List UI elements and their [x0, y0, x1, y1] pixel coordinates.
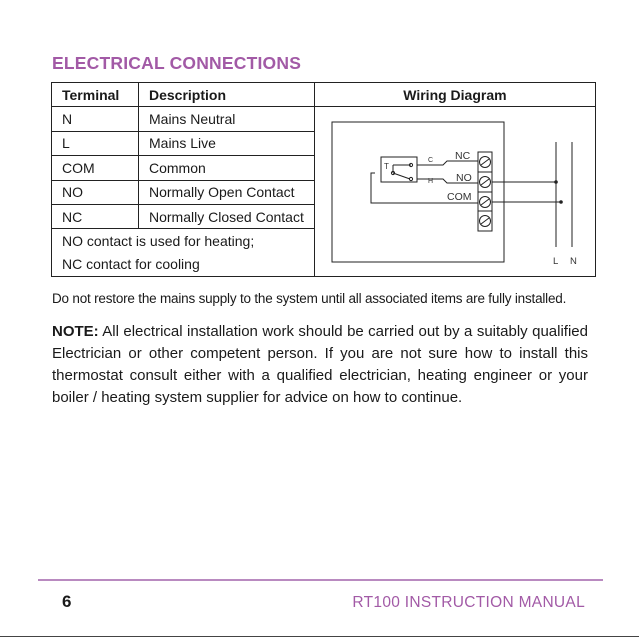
note-text: All electrical installation work should be carried out by a suitably qualified Electrician or other competent person. If you are not sure how to install this thermostat consult either with a qualified electrician, heating engineer or your boiler / heating system supplier for advice on how to continue.: [52, 323, 588, 406]
bottom-border: [0, 636, 639, 637]
terminal-label-no: NO: [455, 172, 472, 185]
installation-warning: Do not restore the mains supply to the system until all associated items are fully installed.: [52, 291, 567, 306]
description-cell: Normally Open Contact: [139, 180, 315, 204]
description-cell: Mains Live: [139, 131, 315, 155]
switch-label-h: H: [427, 178, 433, 186]
table-row: [52, 107, 596, 131]
description-cell: Mains Neutral: [139, 107, 315, 131]
terminal-label-nc: NC: [454, 150, 471, 163]
switch-label-t: T: [383, 162, 389, 172]
terminal-cell: L: [52, 131, 139, 155]
note-line-cooling: NC contact for cooling: [62, 255, 200, 272]
table-header-row: [52, 83, 596, 107]
header-terminal: Terminal: [52, 83, 139, 107]
header-description: Description: [139, 83, 315, 107]
manual-title: RT100 INSTRUCTION MANUAL: [352, 594, 585, 611]
terminal-label-com: COM: [446, 191, 472, 204]
header-wiring-diagram: Wiring Diagram: [314, 83, 595, 107]
wiring-diagram: [315, 107, 601, 277]
page-number: 6: [62, 592, 72, 611]
note-line-heating: NO contact is used for heating;: [62, 232, 255, 249]
mains-label-n: N: [569, 256, 577, 268]
terminal-cell: N: [52, 107, 139, 131]
section-title: ELECTRICAL CONNECTIONS: [52, 53, 302, 73]
mains-label-l: L: [552, 256, 559, 268]
note-paragraph: [52, 321, 588, 409]
contact-usage-note: [52, 229, 315, 277]
connections-table: [51, 82, 596, 277]
description-cell: Common: [139, 156, 315, 180]
terminal-cell: NC: [52, 204, 139, 228]
terminal-cell: NO: [52, 180, 139, 204]
wiring-diagram-cell: [314, 107, 595, 277]
switch-label-c: C: [427, 157, 433, 165]
terminal-cell: COM: [52, 156, 139, 180]
footer-divider: [38, 579, 603, 581]
description-cell: Normally Closed Contact: [139, 204, 315, 228]
note-label: NOTE:: [52, 323, 99, 340]
